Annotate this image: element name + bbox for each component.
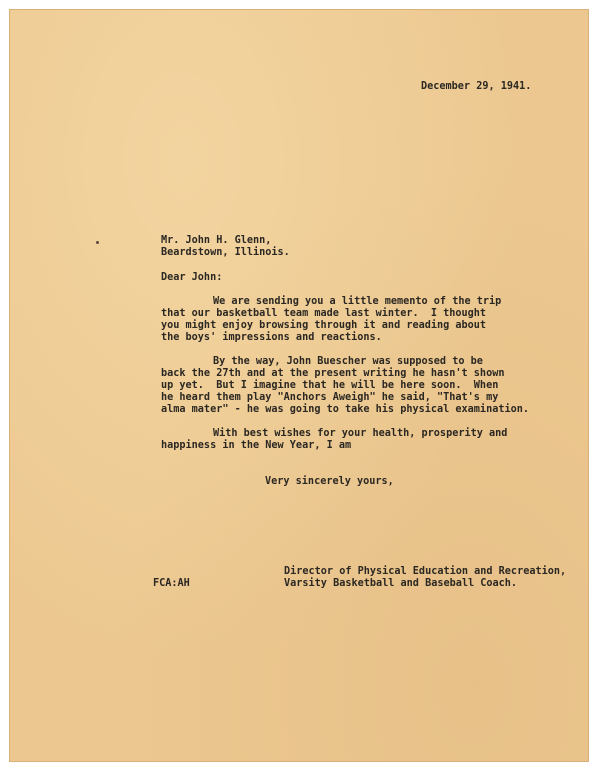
paragraph-2-line-2: back the 27th and at the present writing he hasn't shown bbox=[161, 368, 505, 379]
paragraph-2-line-1: By the way, John Buescher was supposed to be bbox=[213, 356, 483, 367]
closing: Very sincerely yours, bbox=[265, 476, 394, 487]
paragraph-1-line-1: We are sending you a little memento of the trip bbox=[213, 296, 502, 307]
margin-dot bbox=[96, 241, 99, 244]
salutation: Dear John: bbox=[161, 272, 223, 283]
paragraph-1-line-2: that our basketball team made last winter. I thought bbox=[161, 308, 487, 319]
typist-initials: FCA:AH bbox=[153, 578, 190, 589]
recipient-location: Beardstown, Illinois. bbox=[161, 247, 290, 258]
paragraph-1-line-4: the boys' impressions and reactions. bbox=[161, 332, 382, 343]
signature-title-line-1: Director of Physical Education and Recreation, bbox=[284, 566, 567, 577]
paragraph-3-line-1: With best wishes for your health, prosperity and bbox=[213, 428, 508, 439]
paragraph-3-line-2: happiness in the New Year, I am bbox=[161, 440, 352, 451]
letter-page bbox=[9, 9, 589, 762]
recipient-name: Mr. John H. Glenn, bbox=[161, 235, 272, 246]
paragraph-2-line-4: he heard them play "Anchors Aweigh" he said, "That's my bbox=[161, 392, 499, 403]
letter-date: December 29, 1941. bbox=[421, 81, 532, 92]
signature-title-line-2: Varsity Basketball and Baseball Coach. bbox=[284, 578, 518, 589]
paragraph-2-line-5: alma mater" - he was going to take his physical examination. bbox=[161, 404, 530, 415]
paragraph-2-line-3: up yet. But I imagine that he will be here soon. When bbox=[161, 380, 499, 391]
paragraph-1-line-3: you might enjoy browsing through it and reading about bbox=[161, 320, 487, 331]
